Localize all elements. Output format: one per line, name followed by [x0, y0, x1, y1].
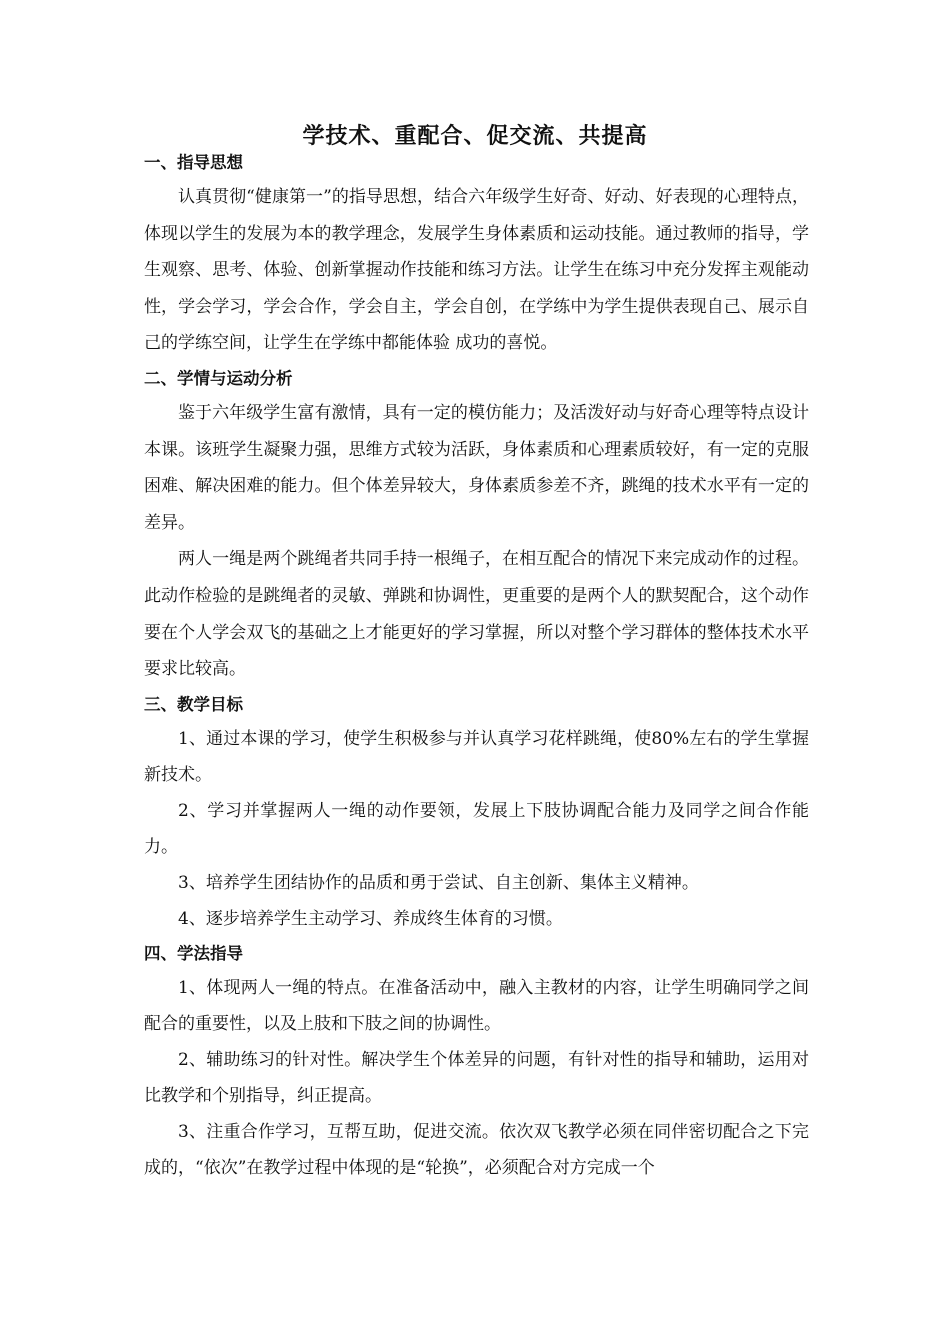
section-heading: 四、学法指导 — [144, 943, 243, 963]
section-heading: 一、指导思想 — [144, 153, 243, 172]
paragraph: 2、学习并掌握两人一绳的动作要领，发展上下肢协调配合能力及同学之间合作能力。 — [144, 800, 809, 857]
document-body — [144, 146, 809, 1186]
paragraph: 2、辅助练习的针对性。解决学生个体差异的问题，有针对性的指导和辅助，运用对比教学和个别指导，纠正提高。 — [144, 1049, 809, 1106]
paragraph: 1、体现两人一绳的特点。在准备活动中，融入主教材的内容，让学生明确同学之间配合的重要性，以及上肢和下肢之间的协调性。 — [144, 977, 809, 1034]
paragraph: 4、逐步培养学生主动学习、养成终生体育的习惯。 — [178, 908, 563, 929]
document-title: 学技术、重配合、促交流、共提高 — [302, 124, 648, 149]
section-heading: 三、教学目标 — [144, 694, 243, 714]
section-learning-analysis — [144, 362, 809, 688]
paragraph: 两人一绳是两个跳绳者共同手持一根绳子，在相互配合的情况下来完成动作的过程。此动作检验的是跳绳者的灵敏、弹跳和协调性，更重要的是两个人的默契配合，这个动作要在个人学会双飞的基础之上才能更好的学习掌握，所以对整个学习群体的整体技术水平要求比较高。 — [144, 549, 809, 680]
section-guiding-ideology — [144, 146, 809, 362]
paragraph: 认真贯彻“健康第一”的指导思想，结合六年级学生好奇、好动、好表现的心理特点，体现以学生的发展为本的教学理念，发展学生身体素质和运动技能。通过教师的指导，学生观察、思考、体验、创新掌握动作技能和练习方法。让学生在练习中充分发挥主观能动性，学会学习，学会合作，学会自主，学会自创，在学练中为学生提供表现自己、展示自己的学练空间，让学生在学练中都能体验 成功的喜悦。 — [144, 187, 809, 354]
section-study-guidance — [144, 937, 809, 1186]
paragraph: 3、注重合作学习，互帮互助，促进交流。依次双飞教学必须在同伴密切配合之下完成的，“依次”在教学过程中体现的是“轮换”，必须配合对方完成一个 — [144, 1121, 809, 1178]
section-heading: 二、学情与运动分析 — [144, 368, 293, 388]
section-teaching-goals — [144, 688, 809, 937]
paragraph: 3、培养学生团结协作的品质和勇于尝试、自主创新、集体主义精神。 — [178, 872, 699, 893]
paragraph: 1、通过本课的学习，使学生积极参与并认真学习花样跳绳，使80%左右的学生掌握新技术。 — [144, 728, 809, 785]
paragraph: 鉴于六年级学生富有激情，具有一定的模仿能力；及活泼好动与好奇心理等特点设计本课。该班学生凝聚力强，思维方式较为活跃，身体素质和心理素质较好，有一定的克服困难、解决困难的能力。但个体差异较大，身体素质参差不齐，跳绳的技术水平有一定的差异。 — [144, 402, 809, 533]
